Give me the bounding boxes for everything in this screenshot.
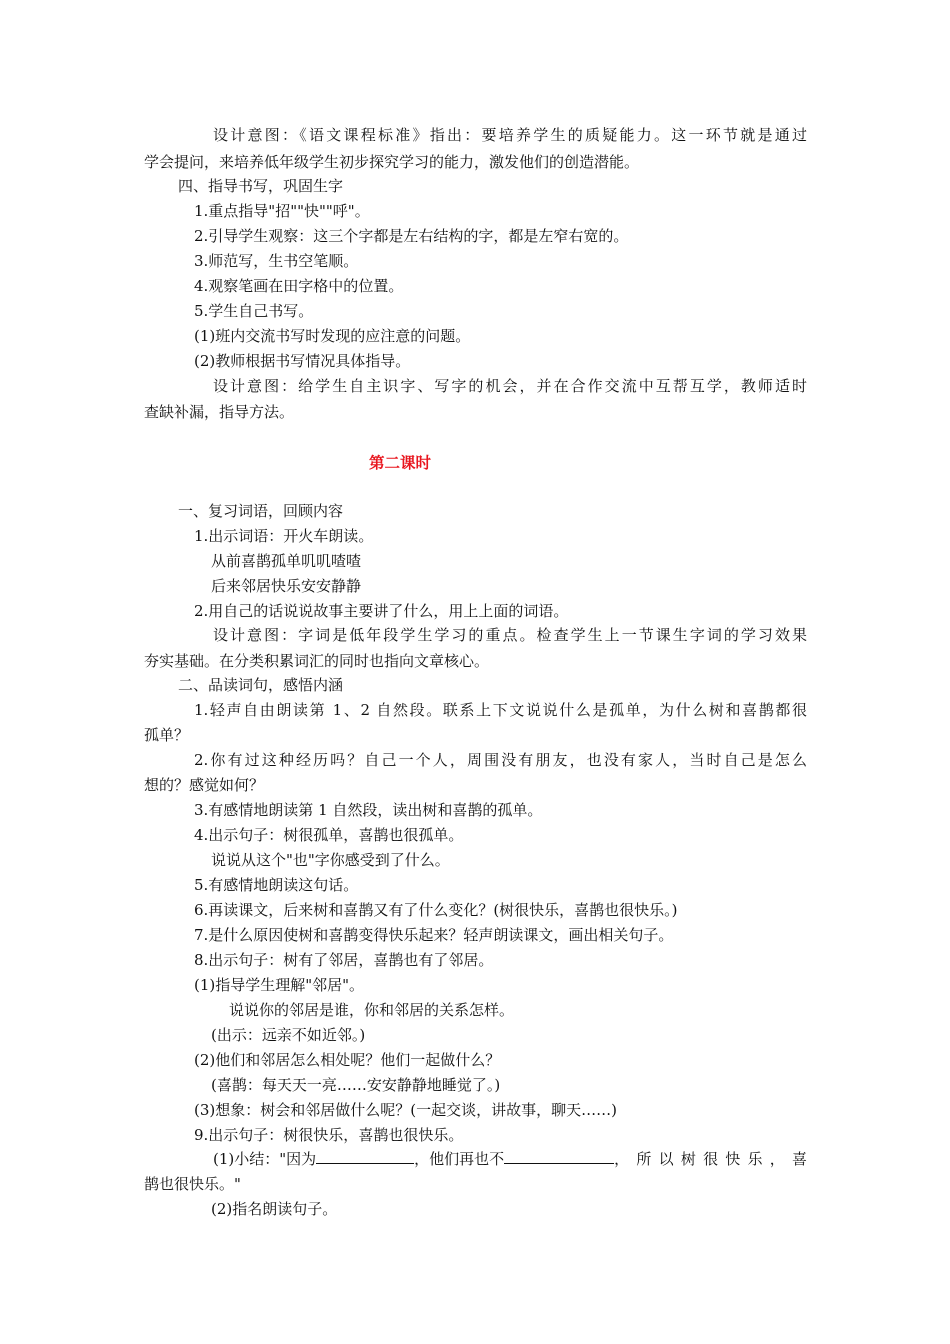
question-9-1-line-2: 鹊也很快乐。" xyxy=(144,1175,241,1193)
fill-blank[interactable] xyxy=(504,1148,614,1164)
design-intent-1-line-1: 设计意图：《语文课程标准》指出：要培养学生的质疑能力。这一环节就是通过 xyxy=(213,126,807,144)
list-item: 1.出示词语：开火车朗读。 xyxy=(194,527,374,545)
list-item: 5.学生自己书写。 xyxy=(194,302,314,320)
list-item: 4.观察笔画在田字格中的位置。 xyxy=(194,277,404,295)
part1-heading: 一、复习词语，回顾内容 xyxy=(178,502,344,520)
design-intent-2-line-2: 查缺补漏，指导方法。 xyxy=(144,403,295,421)
question-5: 5.有感情地朗读这句话。 xyxy=(194,876,359,894)
lesson-title: 第二课时 xyxy=(368,454,431,472)
list-item: (2)教师根据书写情况具体指导。 xyxy=(194,352,411,370)
question-8-1: (1)指导学生理解"邻居"。 xyxy=(194,976,365,994)
question-6: 6.再读课文，后来树和喜鹊又有了什么变化？(树很快乐，喜鹊也很快乐。) xyxy=(194,901,678,919)
summary-suffix: ，所以树很快乐，喜 xyxy=(614,1150,807,1168)
question-8: 8.出示句子：树有了邻居，喜鹊也有了邻居。 xyxy=(194,951,494,969)
question-9-2: (2)指名朗读句子。 xyxy=(211,1200,338,1218)
question-8-2: (2)他们和邻居怎么相处呢？他们一起做什么？ xyxy=(194,1051,501,1069)
part2-heading: 二、品读词句，感悟内涵 xyxy=(178,676,344,694)
section-heading-4: 四、指导书写，巩固生字 xyxy=(178,177,344,195)
question-1-line-1: 1.轻声自由朗读第 1、2 自然段。联系上下文说说什么是孤单，为什么树和喜鹊都很 xyxy=(194,701,807,719)
question-2-line-2: 想的？感觉如何？ xyxy=(144,776,265,794)
list-item: 2.用自己的话说说故事主要讲了什么，用上上面的词语。 xyxy=(194,602,569,620)
question-8-2-sub: (喜鹊：每天天一亮……安安静静地睡觉了。) xyxy=(211,1076,501,1094)
design-intent-2-line-1: 设计意图：给学生自主识字、写字的机会，并在合作交流中互帮互学，教师适时 xyxy=(213,377,807,395)
question-3: 3.有感情地朗读第 1 自然段，读出树和喜鹊的孤单。 xyxy=(194,801,543,819)
question-4: 4.出示句子：树很孤单，喜鹊也很孤单。 xyxy=(194,826,464,844)
question-8-1-show: (出示：远亲不如近邻。) xyxy=(211,1026,366,1044)
question-7: 7.是什么原因使树和喜鹊变得快乐起来？轻声朗读课文，画出相关句子。 xyxy=(194,926,674,944)
question-2-line-1: 2.你有过这种经历吗？自己一个人，周围没有朋友，也没有家人，当时自己是怎么 xyxy=(194,751,807,769)
word-row: 后来邻居快乐安安静静 xyxy=(211,577,362,595)
question-1-line-2: 孤单？ xyxy=(144,726,190,744)
question-9: 9.出示句子：树很快乐，喜鹊也很快乐。 xyxy=(194,1126,464,1144)
question-8-1-sub: 说说你的邻居是谁，你和邻居的关系怎样。 xyxy=(229,1001,515,1019)
question-9-1-line-1 xyxy=(213,1148,807,1170)
word-row: 从前喜鹊孤单叽叽喳喳 xyxy=(211,552,362,570)
summary-middle: ，他们再也不 xyxy=(414,1150,505,1168)
summary-prefix: (1)小结："因为 xyxy=(213,1150,317,1168)
question-4-sub: 说说从这个"也"字你感受到了什么。 xyxy=(211,851,450,869)
design-intent-3-line-1: 设计意图：字词是低年段学生学习的重点。检查学生上一节课生字词的学习效果 xyxy=(213,626,807,644)
question-8-3: (3)想象：树会和邻居做什么呢？(一起交谈，讲故事，聊天……) xyxy=(194,1101,617,1119)
list-item: (1)班内交流书写时发现的应注意的问题。 xyxy=(194,327,471,345)
design-intent-1-line-2: 学会提问，来培养低年级学生初步探究学习的能力，激发他们的创造潜能。 xyxy=(144,153,640,171)
list-item: 3.师范写，生书空笔顺。 xyxy=(194,252,359,270)
fill-blank[interactable] xyxy=(316,1148,414,1164)
list-item: 2.引导学生观察：这三个字都是左右结构的字，都是左窄右宽的。 xyxy=(194,227,629,245)
list-item: 1.重点指导"招""快""呼"。 xyxy=(194,202,370,220)
design-intent-3-line-2: 夯实基础。在分类积累词汇的同时也指向文章核心。 xyxy=(144,652,490,670)
